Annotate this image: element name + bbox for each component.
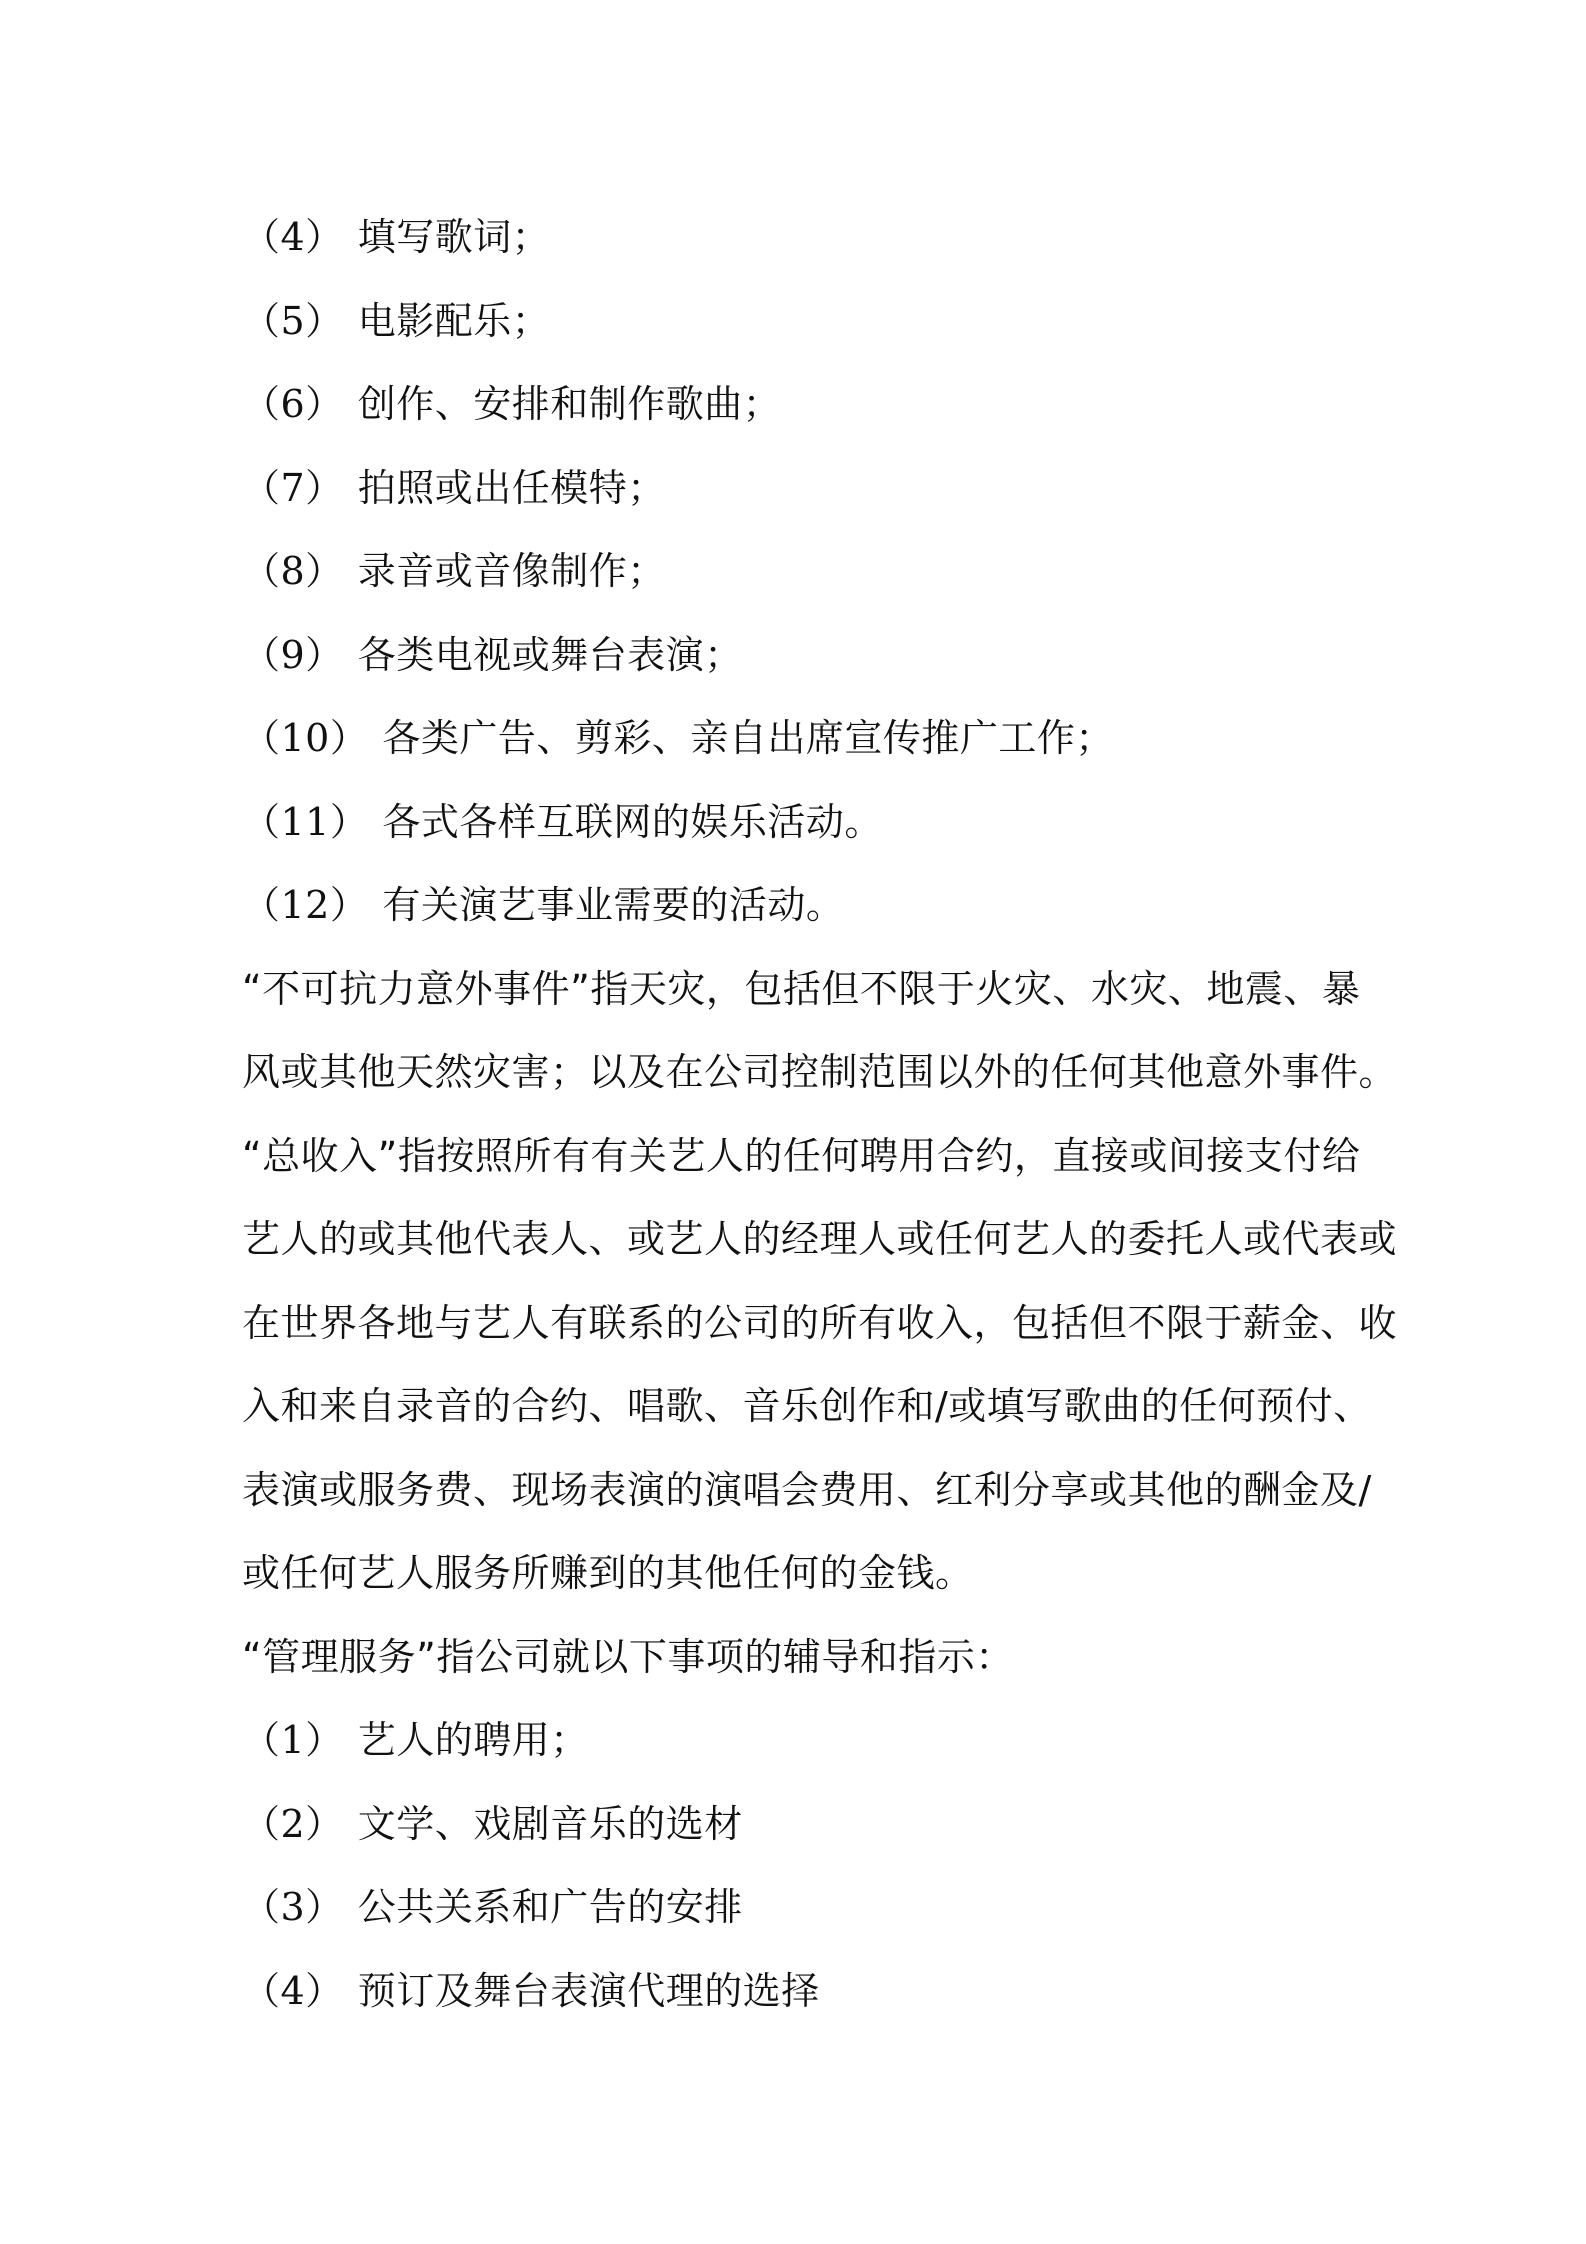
list-item-text: 公共关系和广告的安排 <box>357 1885 743 1929</box>
list-item-number: （9） <box>242 632 344 677</box>
list-item-number: （6） <box>242 382 344 426</box>
paragraph-line: 表演或服务费、现场表演的演唱会费用、红利分享或其他的酬金及/ <box>242 1467 1372 1512</box>
list-item-number: （2） <box>242 1801 344 1846</box>
list-item-number: （8） <box>242 549 344 593</box>
list-item-number: （4） <box>242 215 344 259</box>
list-item <box>242 363 1354 447</box>
list-item-number: （5） <box>242 298 344 343</box>
list-item <box>242 614 1354 698</box>
paragraph-line: “总收入”指按照所有有关艺人的任何聘用合约，直接或间接支付给 <box>242 1133 1361 1178</box>
list-item <box>242 280 1354 364</box>
list-item <box>242 196 1354 280</box>
list-item <box>242 1699 1354 1783</box>
list-item <box>242 781 1354 865</box>
paragraph-line: 入和来自录音的合约、唱歌、音乐创作和/或填写歌曲的任何预付、 <box>242 1384 1372 1428</box>
list-item <box>242 864 1354 948</box>
list-item-text: 录音或音像制作； <box>357 549 666 593</box>
list-item-number: （7） <box>242 465 344 510</box>
list-item-number: （4） <box>242 1968 344 2013</box>
paragraph-line: 或任何艺人服务所赚到的其他任何的金钱。 <box>242 1551 974 1595</box>
list-item-text: 填写歌词； <box>357 215 551 259</box>
list-item-text: 电影配乐； <box>357 298 551 343</box>
list-item <box>242 1866 1354 1950</box>
list-item-number: （1） <box>242 1718 344 1762</box>
services-list <box>242 196 1354 948</box>
list-item <box>242 1783 1354 1867</box>
list-item-text: 各类电视或舞台表演； <box>357 632 743 677</box>
list-item <box>242 1950 1354 2034</box>
list-item-text: 有关演艺事业需要的活动。 <box>382 883 845 927</box>
list-item-number: （11） <box>242 799 369 844</box>
list-item-text: 创作、安排和制作歌曲； <box>357 382 782 426</box>
list-item-text: 各式各样互联网的娱乐活动。 <box>382 799 883 844</box>
force-majeure-definition <box>242 948 1398 1115</box>
management-services-definition <box>242 1616 1354 1700</box>
list-item-text: 拍照或出任模特； <box>357 465 666 510</box>
list-item-number: （10） <box>242 716 369 760</box>
gross-income-definition <box>242 1115 1398 1616</box>
list-item-text: 艺人的聘用； <box>357 1718 589 1762</box>
paragraph-line: “不可抗力意外事件”指天灾，包括但不限于火灾、水灾、地震、暴 <box>242 966 1361 1011</box>
list-item-text: 各类广告、剪彩、亲自出席宣传推广工作； <box>382 716 1114 760</box>
page-content <box>242 196 1398 2033</box>
paragraph-line: 在世界各地与艺人有联系的公司的所有收入，包括但不限于薪金、收 <box>242 1300 1398 1345</box>
list-item-text: 文学、戏剧音乐的选材 <box>357 1801 743 1846</box>
list-item <box>242 447 1354 531</box>
management-services-list <box>242 1699 1354 2033</box>
list-item-number: （3） <box>242 1885 344 1929</box>
list-item <box>242 697 1354 781</box>
paragraph-line: “管理服务”指公司就以下事项的辅导和指示： <box>242 1634 1014 1679</box>
paragraph-line: 艺人的或其他代表人、或艺人的经理人或任何艺人的委托人或代表或 <box>242 1217 1398 1261</box>
list-item <box>242 530 1354 614</box>
list-item-number: （12） <box>242 883 369 927</box>
paragraph-line: 风或其他天然灾害；以及在公司控制范围以外的任何其他意外事件。 <box>242 1050 1398 1094</box>
list-item-text: 预订及舞台表演代理的选择 <box>357 1968 820 2013</box>
